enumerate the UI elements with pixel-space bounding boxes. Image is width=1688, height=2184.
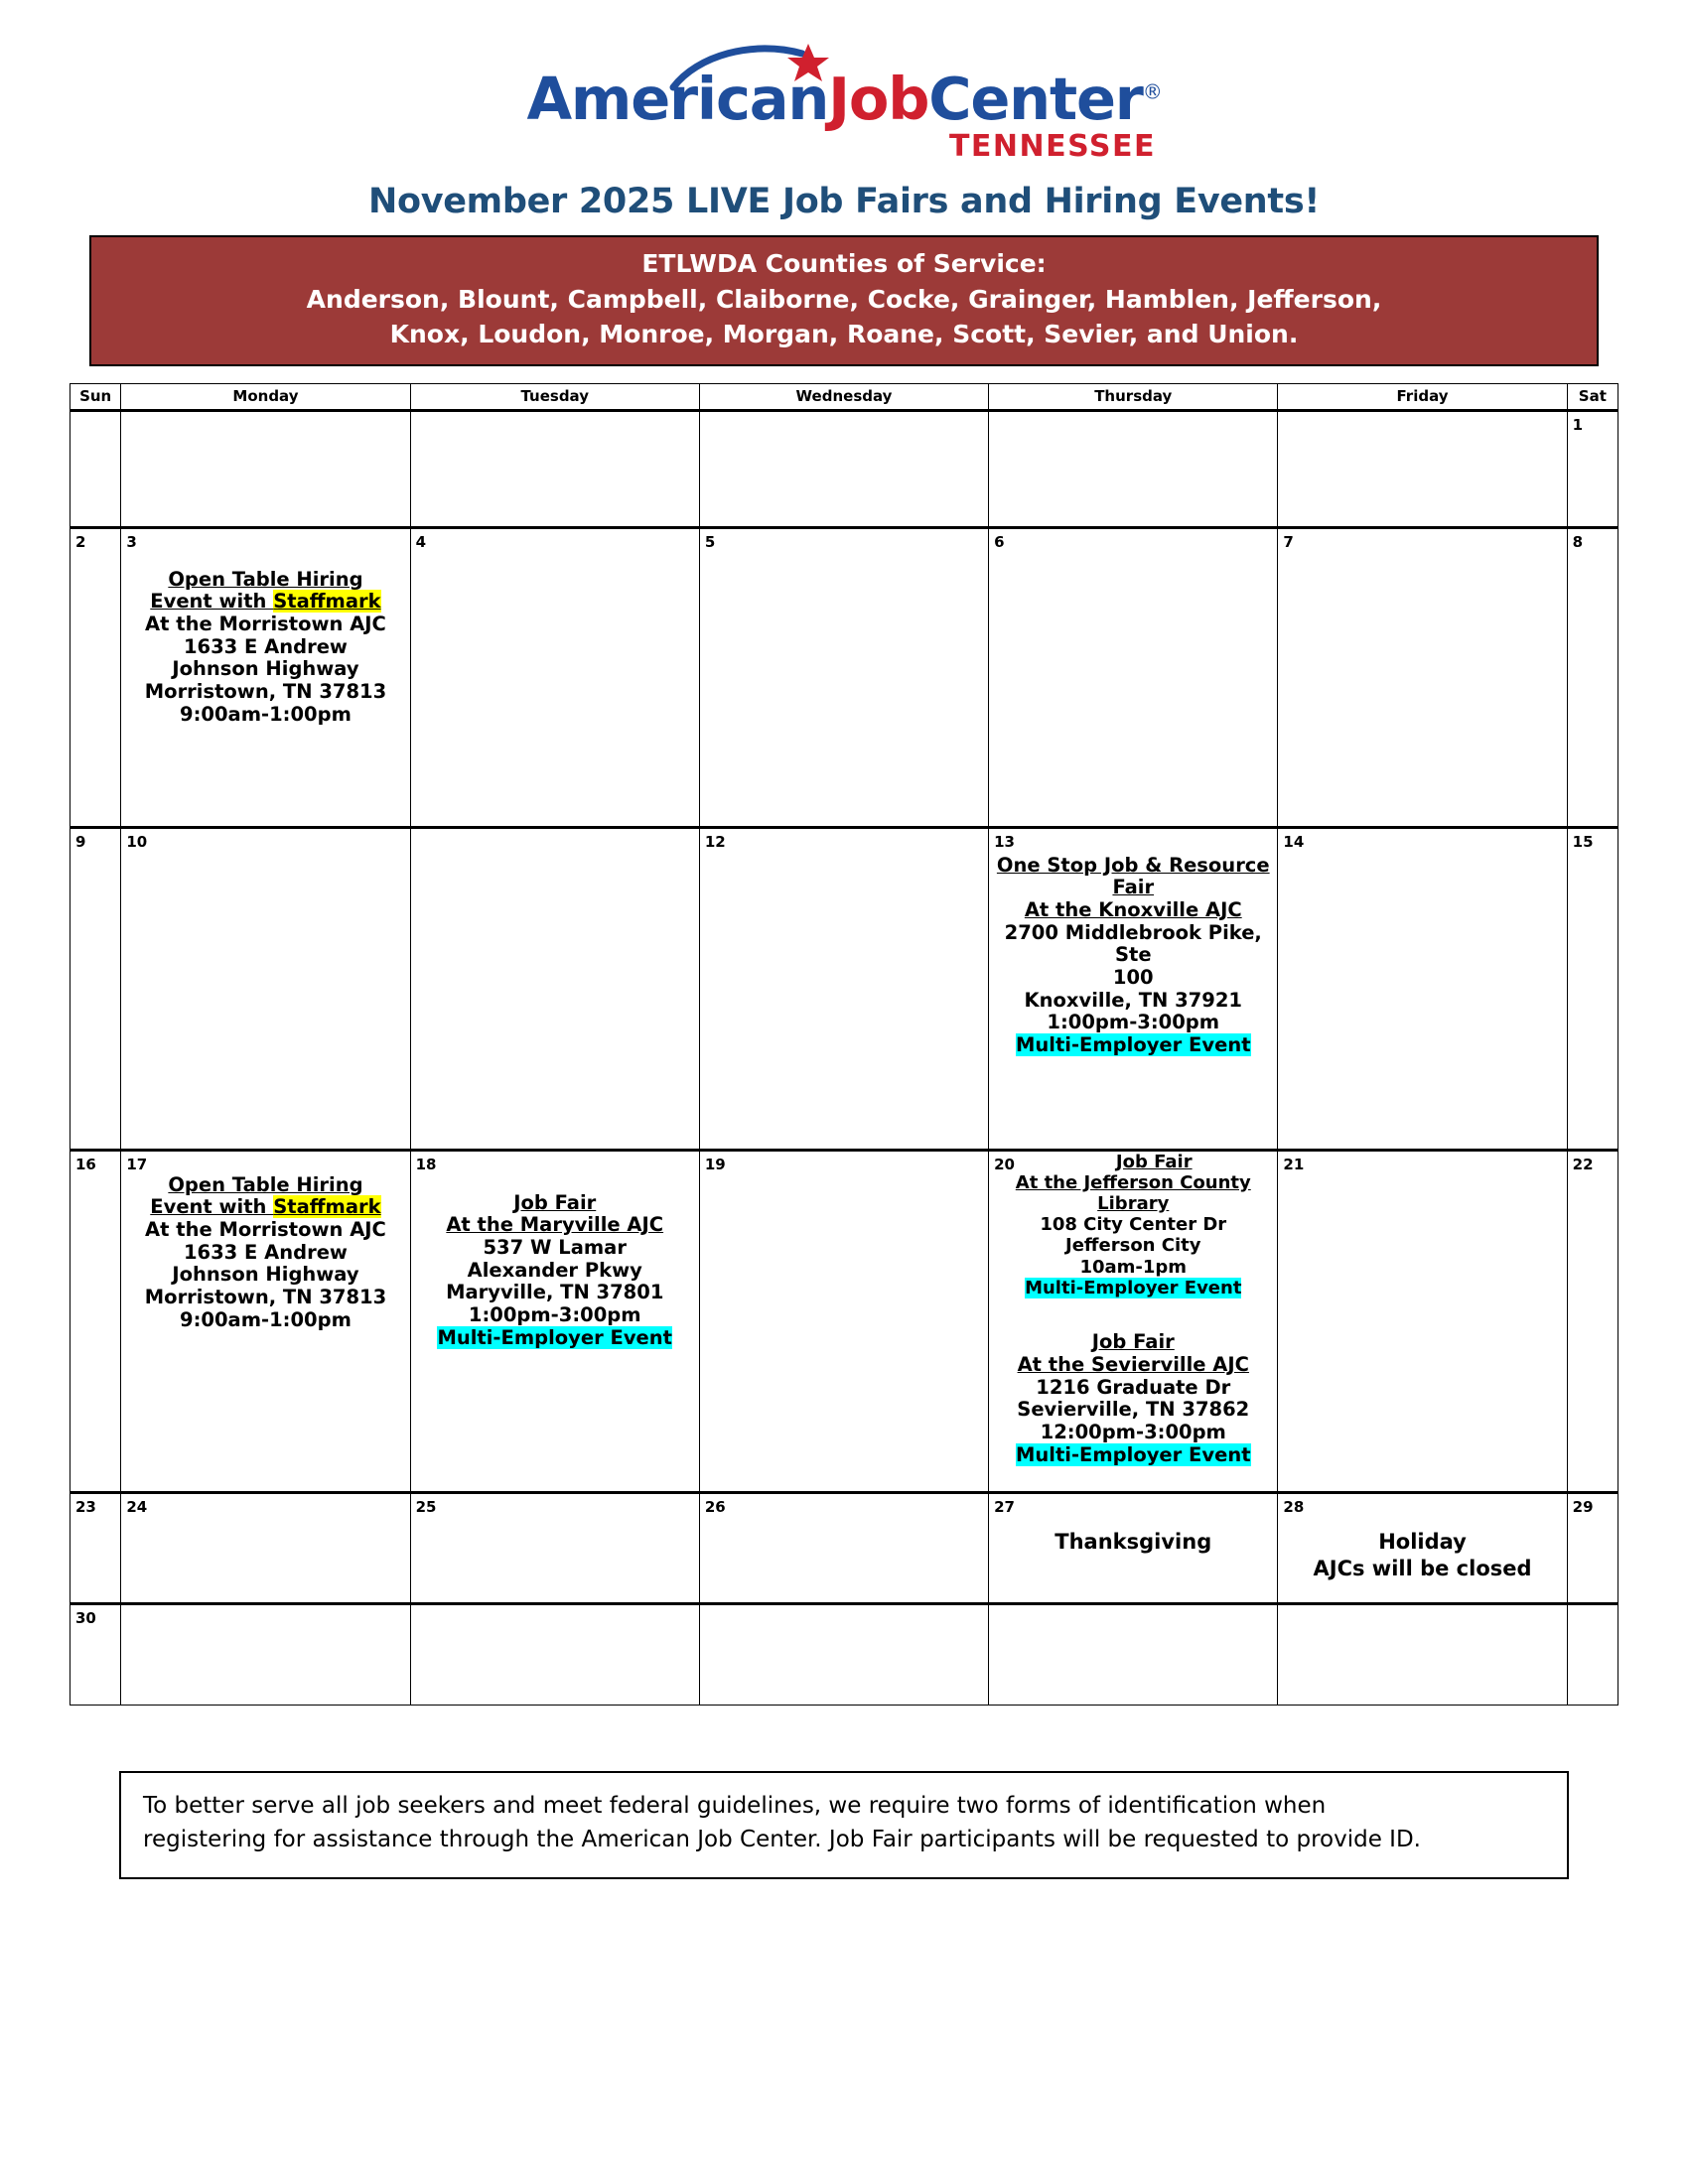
day-cell[interactable]	[1278, 410, 1567, 527]
event-time: 1:00pm-3:00pm	[468, 1303, 641, 1327]
day-number	[121, 1605, 409, 1611]
event-location: At the Morristown AJC	[145, 612, 386, 635]
day-cell-event[interactable]	[410, 1150, 699, 1492]
day-number	[411, 412, 699, 418]
event-address-1: 108 City Center Dr Jefferson City	[1040, 1214, 1227, 1257]
day-number: 23	[75, 1497, 96, 1516]
day-number: 6	[994, 532, 1005, 551]
day-cell[interactable]	[699, 1150, 988, 1492]
holiday-line-1: Holiday	[1378, 1529, 1467, 1554]
day-number	[1568, 1605, 1618, 1611]
event-city-state: Knoxville, TN 37921	[1024, 988, 1242, 1012]
holiday-label	[1278, 1529, 1566, 1583]
day-number: 2	[75, 532, 86, 551]
day-cell[interactable]	[1567, 527, 1618, 827]
day-number: 3	[126, 532, 137, 551]
day-cell[interactable]	[1567, 827, 1618, 1150]
event-time: 12:00pm-3:00pm	[1040, 1420, 1226, 1443]
day-cell[interactable]	[1567, 1603, 1618, 1705]
calendar-week-row	[70, 1150, 1618, 1492]
day-cell[interactable]	[70, 527, 121, 827]
event-title-line2	[125, 1196, 405, 1219]
day-cell[interactable]	[70, 1603, 121, 1705]
notice-line-2: registering for assistance through the American Job Center. Job Fair participants will be requested to provide ID.	[143, 1827, 1421, 1852]
day-cell[interactable]	[1567, 1492, 1618, 1603]
day-cell[interactable]	[699, 410, 988, 527]
day-number: 9	[75, 832, 86, 851]
event-tag-row	[415, 1327, 695, 1350]
page-title: November 2025 LIVE Job Fairs and Hiring Events!	[367, 182, 1321, 221]
event-title-line1: Open Table Hiring	[168, 1172, 363, 1196]
event-address-2: Johnson Highway	[172, 657, 359, 681]
day-cell-holiday[interactable]	[1278, 1492, 1567, 1603]
day-cell-event[interactable]	[121, 1150, 410, 1492]
day-number: 4	[415, 532, 427, 551]
event-address-2: Johnson Highway	[172, 1263, 359, 1287]
day-number: 18	[415, 1155, 437, 1173]
day-cell-holiday[interactable]	[989, 1492, 1278, 1603]
day-cell[interactable]	[989, 410, 1278, 527]
event-tag-row	[993, 1034, 1273, 1057]
day-header-wednesday: Wednesday	[699, 383, 988, 410]
event-location: At the Sevierville AJC	[1017, 1352, 1249, 1376]
event-time: 9:00am-1:00pm	[180, 702, 352, 726]
event-address-1: 537 W Lamar	[483, 1235, 627, 1259]
calendar-week-row	[70, 1603, 1618, 1705]
event-title-line1: Job Fair	[513, 1190, 597, 1214]
day-number: 22	[1572, 1155, 1594, 1173]
event-title-line2	[125, 591, 405, 614]
event-location: At the Knoxville AJC	[1024, 897, 1242, 921]
day-number: 21	[1283, 1155, 1305, 1173]
day-number	[700, 412, 988, 418]
day-number	[1278, 1605, 1566, 1611]
banner-line-1: ETLWDA Counties of Service:	[641, 249, 1047, 278]
day-number	[700, 1605, 988, 1611]
day-header-thursday: Thursday	[989, 383, 1278, 410]
event-time: 9:00am-1:00pm	[180, 1307, 352, 1331]
event-title-text: Job Fair	[1115, 1151, 1193, 1172]
day-cell[interactable]	[121, 1603, 410, 1705]
logo-text-center: Center	[928, 65, 1143, 133]
day-cell[interactable]	[410, 410, 699, 527]
event-block[interactable]	[121, 569, 409, 727]
notice-line-1: To better serve all job seekers and meet federal guidelines, we require two forms of identification when	[143, 1792, 1327, 1819]
day-cell[interactable]	[121, 410, 410, 527]
event-city-state: Sevierville, TN 37862	[1017, 1398, 1250, 1422]
event-time: 1:00pm-3:00pm	[1047, 1011, 1220, 1034]
day-number: 5	[704, 532, 716, 551]
day-number: 30	[75, 1608, 96, 1627]
day-cell[interactable]	[699, 827, 988, 1150]
day-cell[interactable]	[1278, 1150, 1567, 1492]
registered-mark: ®	[1142, 79, 1162, 104]
event-address-1: 1633 E Andrew	[183, 634, 348, 658]
day-cell[interactable]	[1278, 527, 1567, 827]
day-cell[interactable]	[70, 410, 121, 527]
day-cell[interactable]	[1567, 1150, 1618, 1492]
day-header-monday: Monday	[121, 383, 410, 410]
day-number: 15	[1572, 832, 1594, 851]
counties-of-service-banner	[89, 235, 1599, 366]
event-title-line1: Job Fair	[1091, 1330, 1175, 1354]
calendar-week-row	[70, 827, 1618, 1150]
day-number: 24	[126, 1497, 148, 1516]
day-cell[interactable]	[1567, 410, 1618, 527]
day-number: 29	[1572, 1497, 1594, 1516]
american-job-center-logo	[526, 34, 1162, 164]
day-number: 13	[994, 832, 1015, 851]
day-header-friday: Friday	[1278, 383, 1567, 410]
event-title-line2-text: Event with	[150, 590, 274, 614]
multi-employer-event-tag: Multi-Employer Event	[1015, 1033, 1251, 1057]
holiday-label	[989, 1529, 1277, 1556]
event-tag-row	[993, 1278, 1273, 1298]
event-block[interactable]	[989, 855, 1277, 1057]
event-location: At the Maryville AJC	[446, 1213, 664, 1237]
event-block-secondary[interactable]	[989, 1331, 1277, 1466]
event-block[interactable]	[121, 1174, 409, 1332]
day-cell[interactable]	[1278, 1603, 1567, 1705]
day-number: 10	[126, 832, 148, 851]
event-title-line2-text: Event with	[150, 1195, 274, 1219]
day-number: 26	[704, 1497, 726, 1516]
event-block[interactable]	[411, 1192, 699, 1350]
identification-notice	[119, 1771, 1569, 1879]
day-cell[interactable]	[989, 1603, 1278, 1705]
event-city-state: Maryville, TN 37801	[446, 1281, 664, 1304]
multi-employer-event-tag: Multi-Employer Event	[437, 1325, 672, 1349]
banner-line-3: Knox, Loudon, Monroe, Morgan, Roane, Scott, Sevier, and Union.	[389, 320, 1299, 348]
day-number	[1278, 412, 1566, 418]
calendar-week-row	[70, 410, 1618, 527]
day-cell[interactable]	[410, 1603, 699, 1705]
day-cell[interactable]	[699, 1603, 988, 1705]
logo-wordmark	[526, 65, 1162, 133]
day-cell[interactable]	[410, 1492, 699, 1603]
calendar-header-row	[70, 383, 1618, 410]
day-number: 14	[1283, 832, 1305, 851]
event-title-line2: Fair	[1112, 876, 1155, 899]
event-title-line1: One Stop Job & Resource	[996, 853, 1270, 877]
event-title-line1	[993, 1152, 1273, 1172]
event-city-state: Morristown, TN 37813	[144, 680, 387, 704]
day-number: 25	[415, 1497, 437, 1516]
day-number: 27	[994, 1497, 1015, 1516]
day-cell[interactable]	[410, 527, 699, 827]
event-address-2: 100	[1112, 966, 1154, 990]
holiday-line-2: AJCs will be closed	[1313, 1556, 1532, 1580]
day-cell[interactable]	[699, 1492, 988, 1603]
day-header-tuesday: Tuesday	[410, 383, 699, 410]
day-cell[interactable]	[410, 827, 699, 1150]
event-location: At the Morristown AJC	[145, 1217, 386, 1241]
day-number	[989, 412, 1277, 418]
multi-employer-event-tag: Multi-Employer Event	[1025, 1277, 1242, 1298]
event-tag-row	[993, 1444, 1273, 1467]
event-time: 10am-1pm	[1079, 1256, 1188, 1278]
event-block-primary[interactable]	[989, 1152, 1277, 1299]
day-number	[70, 412, 120, 418]
day-cell[interactable]	[699, 527, 988, 827]
day-number: 17	[126, 1155, 148, 1173]
calendar-table	[70, 383, 1618, 1706]
day-number: 7	[1283, 532, 1294, 551]
holiday-line-1: Thanksgiving	[1055, 1529, 1212, 1554]
day-number	[989, 1605, 1277, 1611]
day-cell[interactable]	[70, 827, 121, 1150]
day-number: 1	[1572, 415, 1584, 434]
event-address-1: 1216 Graduate Dr	[1036, 1375, 1231, 1399]
event-location: At the Jefferson County Library	[1015, 1171, 1251, 1214]
event-address-1: 2700 Middlebrook Pike, Ste	[1004, 920, 1262, 967]
day-cell[interactable]	[121, 1492, 410, 1603]
calendar-week-row	[70, 527, 1618, 827]
logo-area	[0, 0, 1688, 164]
day-number: 8	[1572, 532, 1584, 551]
banner-line-2: Anderson, Blount, Campbell, Claiborne, Cocke, Grainger, Hamblen, Jefferson,	[306, 284, 1382, 314]
day-number	[121, 412, 409, 418]
day-number	[411, 1605, 699, 1611]
day-header-sat: Sat	[1567, 383, 1618, 410]
day-cell-event[interactable]	[121, 527, 410, 827]
day-number: 16	[75, 1155, 96, 1173]
event-employer-highlight: Staffmark	[273, 590, 381, 614]
logo-text-job: Job	[828, 65, 929, 133]
day-number	[411, 829, 699, 835]
day-number: 28	[1283, 1497, 1305, 1516]
day-cell[interactable]	[70, 1150, 121, 1492]
calendar-week-row	[70, 1492, 1618, 1603]
day-number: 19	[704, 1155, 726, 1173]
day-cell[interactable]	[121, 827, 410, 1150]
event-title-line1: Open Table Hiring	[168, 567, 363, 591]
day-number: 12	[704, 832, 726, 851]
event-employer-highlight: Staffmark	[273, 1195, 381, 1219]
event-city-state: Morristown, TN 37813	[144, 1286, 387, 1309]
logo-text-american: American	[526, 65, 829, 133]
logo-text-tennessee: TENNESSEE	[948, 129, 1156, 164]
day-header-sun: Sun	[70, 383, 121, 410]
multi-employer-event-tag: Multi-Employer Event	[1015, 1442, 1251, 1466]
event-address-1: 1633 E Andrew	[183, 1240, 348, 1264]
day-cell[interactable]	[989, 527, 1278, 827]
day-cell-event[interactable]	[989, 827, 1278, 1150]
day-cell[interactable]	[1278, 827, 1567, 1150]
calendar-container	[70, 383, 1618, 1706]
day-cell[interactable]	[70, 1492, 121, 1603]
day-number: 20	[994, 1155, 1015, 1173]
day-cell-event[interactable]	[989, 1150, 1278, 1492]
event-address-2: Alexander Pkwy	[467, 1258, 642, 1282]
